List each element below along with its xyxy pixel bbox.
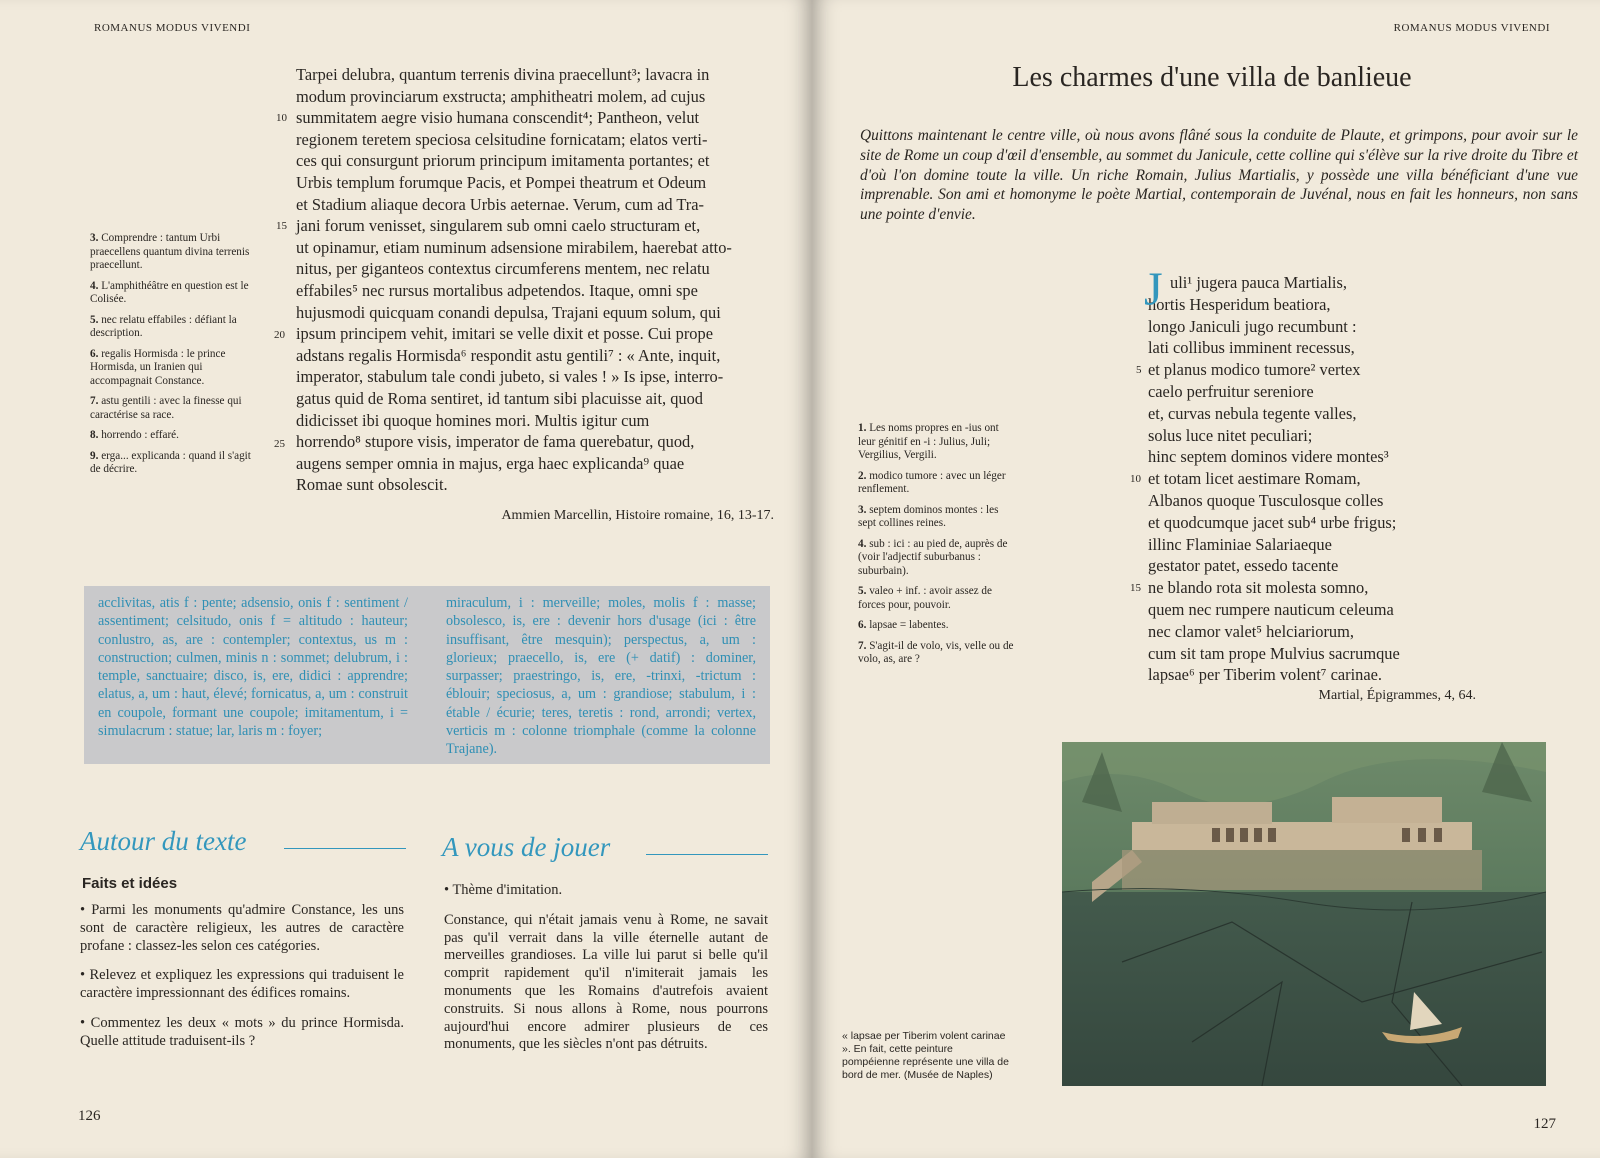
footnote	[90, 450, 260, 477]
footnote	[858, 538, 1018, 579]
latin-line: ces qui consurgunt priorum principum imitamenta portantes; et	[296, 151, 710, 171]
footnote	[858, 470, 1018, 497]
poem-line: longo Janiculi jugo recumbunt :	[1148, 316, 1357, 336]
footnote-text: septem dominos montes : les sept collines reines.	[858, 503, 999, 529]
line-number: 10	[1130, 473, 1141, 485]
footnote-text: astu gentili : avec la finesse qui caractérise sa race.	[90, 395, 242, 421]
latin-line: nitus, per giganteos contextus circumferens mentem, nec relatu	[296, 259, 710, 279]
poem-line: nec clamor valet⁵ helciariorum,	[1148, 621, 1354, 641]
image-caption: « lapsae per Tiberim volent carinae ». En fait, cette peinture pompéienne représente une villa de bord de mer. (Musée de Naples)	[842, 1030, 1009, 1081]
citation-martial: Martial, Épigrammes, 4, 64.	[1318, 688, 1476, 703]
latin-line: didicisset ibi quoque homines mori. Multis igitur cum	[296, 410, 650, 430]
heading-rule	[646, 854, 768, 855]
latin-line: effabiles⁵ nec rursus mortalibus adpetendos. Itaque, omni spe	[296, 280, 698, 300]
poem-line: gestator patet, essedo tacente	[1148, 556, 1339, 576]
footnote-text: Comprendre : tantum Urbi praecellens quantum divina terrenis praecellunt.	[90, 232, 250, 271]
footnote-number: 4.	[858, 537, 867, 550]
footnote-number: 6.	[858, 619, 867, 631]
latin-line: modum provinciarum exstructa; amphitheatri molem, ad cujus	[296, 86, 706, 106]
theme-text	[444, 882, 768, 1066]
theme-paragraph: Constance, qui n'était jamais venu à Rome, ne savait pas qu'il verrait dans la ville éternelle autant de merveilles grandioses. La ville lui parut si belle qu'il comprit rapidement qu'il n'imiterait jamais les monuments que les Romains d'autrefois avaient construits. Si nous allons à Rome, nous pourrons aujourd'hui encore admirer plusieurs de ces monuments, que les siècles n'ont pas détruits.	[444, 911, 768, 1053]
poem-line: cum sit tam prope Mulvius sacrumque	[1148, 643, 1400, 663]
latin-line: et Stadium aliaque decora Urbis aeternae. Verum, cum ad Tra-	[296, 194, 704, 214]
footnote-number: 8.	[90, 429, 99, 441]
vocabulary-box	[84, 586, 770, 764]
latin-line: hujusmodi quicquam conandi depulsa, Trajani equum solum, qui	[296, 302, 721, 322]
running-head-left: ROMANUS MODUS VIVENDI	[94, 22, 251, 34]
poem-line: uli¹ jugera pauca Martialis,	[1170, 273, 1347, 292]
vocabulary-column-left: acclivitas, atis f : pente; adsensio, onis f : sentiment / assentiment; celsitudo, onis f = altitudo : hauteur; conlustro, as, are : contempler; contextus, us m : construction; culmen, minis n : sommet; delubrum, i : temple, sanctuaire; disco, is, ere, didici : apprendre; elatus, a, um : haut, élevé; fornicatus, a, um : construit en coupole, formant une coupole; imitamentum, i = simulacrum : statue; lar, laris m : foyer;	[98, 595, 408, 740]
footnote-text: S'agit-il de volo, vis, velle ou de volo, as, are ?	[858, 639, 1014, 665]
footnote-text: regalis Hormisda : le prince Hormisda, un Iranien qui accompagnait Constance.	[90, 347, 226, 387]
question-item: • Commentez les deux « mots » du prince Hormisda. Quelle attitude traduisent-ils ?	[80, 1014, 404, 1049]
citation-ammien: Ammien Marcellin, Histoire romaine, 16, 13-17.	[501, 508, 774, 523]
heading-rule	[284, 848, 406, 849]
section-heading-avous: A vous de jouer	[442, 832, 611, 862]
poem-line: et totam licet aestimare Romam,	[1148, 469, 1361, 489]
latin-line: horrendo⁸ stupore visis, imperator de fama querebatur, quod,	[296, 432, 695, 452]
footnote-number: 9.	[90, 449, 99, 462]
page-number-left: 126	[78, 1108, 101, 1124]
footnote	[858, 640, 1018, 667]
poem-line: Albanos quoque Tusculosque colles	[1148, 490, 1384, 510]
latin-line: ut opinamur, etiam numinum adsensione mirabilem, haerebat atto-	[296, 237, 732, 257]
line-number: 20	[274, 329, 285, 341]
poem-line: et quodcumque jacet sub⁴ urbe frigus;	[1148, 512, 1397, 532]
latin-text	[296, 64, 778, 496]
footnote-text: nec relatu effabiles : défiant la description.	[90, 313, 237, 339]
latin-line: Urbis templum forumque Pacis, et Pompei theatrum et Odeum	[296, 172, 707, 192]
drop-cap: J	[1144, 263, 1163, 316]
vocabulary-column-right: miraculum, i : merveille; moles, molis f : masse; obsolesco, is, ere : devenir hors d'usage (ici : être insuffisant, être mesquin); perspectus, a, um : glorieux; praecello, is, ere (+ datif) : dominer, surpasser; praestringo, is, ere, -trinxi, -trictum : éblouir; speciosus, a, um : grandiose; stabulum, i : étable / écurie; teres, teretis : rond, arrondi; vertex, verticis m : colonne triomphale (comme la colonne Trajane).	[446, 595, 756, 758]
footnotes-left	[90, 232, 260, 484]
latin-line: summitatem aegre visio humana conscendit⁴; Pantheon, velut	[296, 108, 700, 128]
footnote-text: modico tumore : avec un léger renflement.	[858, 469, 1006, 495]
intro-paragraph: Quittons maintenant le centre ville, où nous avons flâné sous la conduite de Plaute, et grimpons, pour avoir sur le site de Rome un coup d'œil d'ensemble, au sommet du Janicule, cette colline qui s'élève sur la rive droite du Tibre et d'où l'on domine toute la ville. Un riche Romain, Julius Martialis, y possède une villa bénéficiant d'une vue imprenable. Son ami et homonyme le poète Martial, contemporain de Juvénal, nous en fait les honneurs, non sans une pointe d'envie.	[860, 127, 1578, 224]
latin-line: imperator, stabulum tale condi jubeto, si vales ! » Is ipse, interro-	[296, 367, 724, 387]
poem-line: et, curvas nebula tegente valles,	[1148, 403, 1357, 423]
footnote-number: 7.	[90, 395, 99, 407]
poem-line: illinc Flaminiae Salariaeque	[1148, 534, 1332, 554]
line-number: 10	[276, 112, 287, 124]
poem-line: et planus modico tumore² vertex	[1148, 360, 1361, 380]
question-item: • Relevez et expliquez les expressions qui traduisent le caractère impressionnant des édifices romains.	[80, 967, 404, 1002]
latin-line: jani forum venisset, singularem sub omni caelo structuram et,	[296, 216, 701, 236]
footnote-text: L'amphithéâtre en question est le Colisée.	[90, 279, 249, 305]
latin-line: regionem teretem speciosa celsitudine fornicatam; elatos verti-	[296, 129, 708, 149]
footnote	[90, 314, 260, 341]
footnote-number: 5.	[90, 313, 99, 326]
footnote-text: horrendo : effaré.	[101, 429, 179, 441]
poem-line: quem nec rumpere nauticum celeuma	[1148, 599, 1394, 619]
footnote	[90, 429, 260, 443]
footnote	[858, 504, 1018, 531]
poem-line: lati collibus imminent recessus,	[1148, 338, 1355, 358]
theme-label: • Thème d'imitation.	[444, 882, 563, 898]
footnote	[90, 348, 260, 389]
questions-list	[80, 902, 404, 1063]
footnote-number: 7.	[858, 639, 867, 652]
footnote	[858, 422, 1018, 463]
footnote	[858, 619, 1018, 633]
footnote-number: 5.	[858, 585, 867, 597]
poem-line: solus luce nitet peculiari;	[1148, 425, 1313, 445]
right-page	[812, 0, 1600, 1158]
footnote-number: 6.	[90, 347, 99, 360]
footnote-number: 3.	[90, 232, 99, 244]
footnote-text: lapsae = labentes.	[869, 619, 949, 631]
latin-line: Tarpei delubra, quantum terrenis divina praecellunt³; lavacra in	[296, 65, 710, 84]
footnote	[90, 232, 260, 273]
footnote-number: 1.	[858, 422, 867, 434]
running-head-right: ROMANUS MODUS VIVENDI	[1393, 22, 1550, 34]
footnote	[858, 585, 1018, 612]
footnote-number: 3.	[858, 503, 867, 516]
villa-fresco-illustration	[1062, 742, 1546, 1086]
page-title: Les charmes d'une villa de banlieue	[1012, 62, 1412, 93]
footnote	[90, 395, 260, 422]
latin-line: gatus quid de Roma sentiret, id tantum sibi placuisse ait, quod	[296, 388, 703, 408]
section-heading-autour: Autour du texte	[80, 826, 247, 856]
latin-line: ipsum principem vehit, imitari se velle dixit et posse. Cui prope	[296, 324, 713, 344]
poem-line: caelo perfruitur sereniore	[1148, 381, 1314, 401]
footnote-text: valeo + inf. : avoir assez de forces pour, pouvoir.	[858, 585, 992, 611]
pompeian-painting-image	[1062, 742, 1546, 1086]
line-number: 15	[1130, 582, 1141, 594]
poem-line: hinc septem dominos videre montes³	[1148, 447, 1389, 467]
line-number: 15	[276, 220, 287, 232]
footnote-text: Les noms propres en -ius ont leur génitif en -i : Julius, Juli; Vergilius, Vergili.	[858, 422, 999, 461]
footnote-text: sub : ici : au pied de, auprès de (voir l'adjectif suburbanus : suburbain).	[858, 537, 1008, 577]
line-number: 25	[274, 438, 285, 450]
poem-line: hortis Hesperidum beatiora,	[1148, 294, 1331, 314]
page-number-right: 127	[1533, 1116, 1556, 1132]
footnote-number: 2.	[858, 469, 867, 482]
subheading-faits: Faits et idées	[82, 875, 178, 892]
line-number: 5	[1136, 364, 1142, 376]
poem-line: lapsae⁶ per Tiberim volent⁷ carinae.	[1148, 665, 1382, 685]
footnotes-right	[858, 422, 1018, 674]
poem-line: ne blando rota sit molesta somno,	[1148, 578, 1369, 598]
latin-line: adstans regalis Hormisda⁶ respondit astu gentili⁷ : « Ante, inquit,	[296, 345, 721, 365]
footnote	[90, 280, 260, 307]
poem	[1144, 263, 1488, 686]
latin-line: augens semper omnia in majus, erga haec explicanda⁹ quae	[296, 453, 685, 473]
footnote-number: 4.	[90, 279, 99, 292]
latin-line: Romae sunt obsolescit.	[296, 475, 448, 495]
question-item: • Parmi les monuments qu'admire Constance, les uns sont de caractère religieux, les autres de caractère profane : classez-les selon ces catégories.	[80, 902, 404, 954]
footnote-text: erga... explicanda : quand il s'agit de décrire.	[90, 449, 251, 475]
